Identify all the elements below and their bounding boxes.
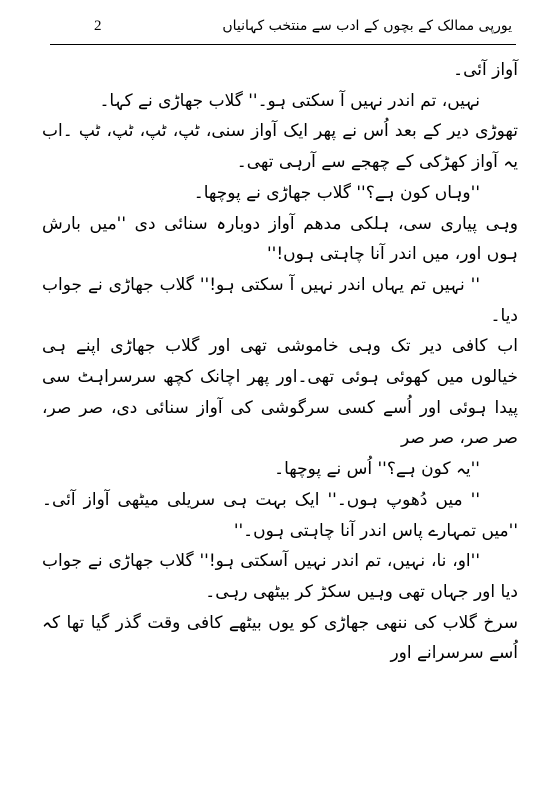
paragraph: سرخ گلاب کی ننھی جھاڑی کو یوں بیٹھے کافی وقت گذر گیا تھا کہ اُسے سرسرانے اور xyxy=(42,612,518,664)
paragraph: وہی پیاری سی، ہلکی مدھم آواز دوبارہ سنائی دی ''میں بارش ہوں اور، میں اندر آنا چاہتی ہوں!'' xyxy=(42,213,518,265)
paragraph: ''یہ کون ہے؟'' اُس نے پوچھا۔ xyxy=(274,459,480,480)
running-title: یورپی ممالک کے بچوں کے ادب سے منتخب کہانیاں xyxy=(222,18,512,34)
paragraph: ''او، نا، نہیں، تم اندر نہیں آسکتی ہو!'' گلاب جھاڑی نے جواب دیا اور جہاں تھی وہیں سکڑ کر بیٹھی رہی۔ xyxy=(42,551,518,602)
paragraph: تھوڑی دیر کے بعد اُس نے پھر ایک آواز سنی، ٹپ، ٹپ، ٹپ، ٹپ ۔اب یہ آواز کھڑکی کے چھجے سے آرہی تھی۔ xyxy=(42,121,518,173)
paragraph: نہیں، تم اندر نہیں آ سکتی ہو۔'' گلاب جھاڑی نے کہا۔ xyxy=(99,90,480,111)
story-body xyxy=(42,55,518,669)
page-header xyxy=(50,14,512,44)
page-number: 2 xyxy=(94,18,102,34)
paragraph: ''وہاں کون ہے؟'' گلاب جھاڑی نے پوچھا۔ xyxy=(193,182,480,203)
paragraph: اب کافی دیر تک وہی خاموشی تھی اور گلاب جھاڑی اپنے ہی خیالوں میں کھوئی ہوئی تھی۔اور پھر اچانک کچھ سرسراہٹ سی پیدا ہوئی اور اُسے کسی سرگوشی کی آواز سنائی دی، صر صر، صر صر، صر صر xyxy=(42,336,518,449)
paragraph: '' میں دُھوپ ہوں۔'' ایک بہت ہی سریلی میٹھی آواز آئی۔ ''میں تمہارے پاس اندر آنا چاہتی ہوں۔'' xyxy=(42,489,518,541)
header-divider xyxy=(50,44,516,45)
paragraph: '' نہیں تم یہاں اندر نہیں آ سکتی ہو!'' گلاب جھاڑی نے جواب دیا۔ xyxy=(42,274,518,326)
paragraph: آواز آئی۔ xyxy=(453,60,518,80)
